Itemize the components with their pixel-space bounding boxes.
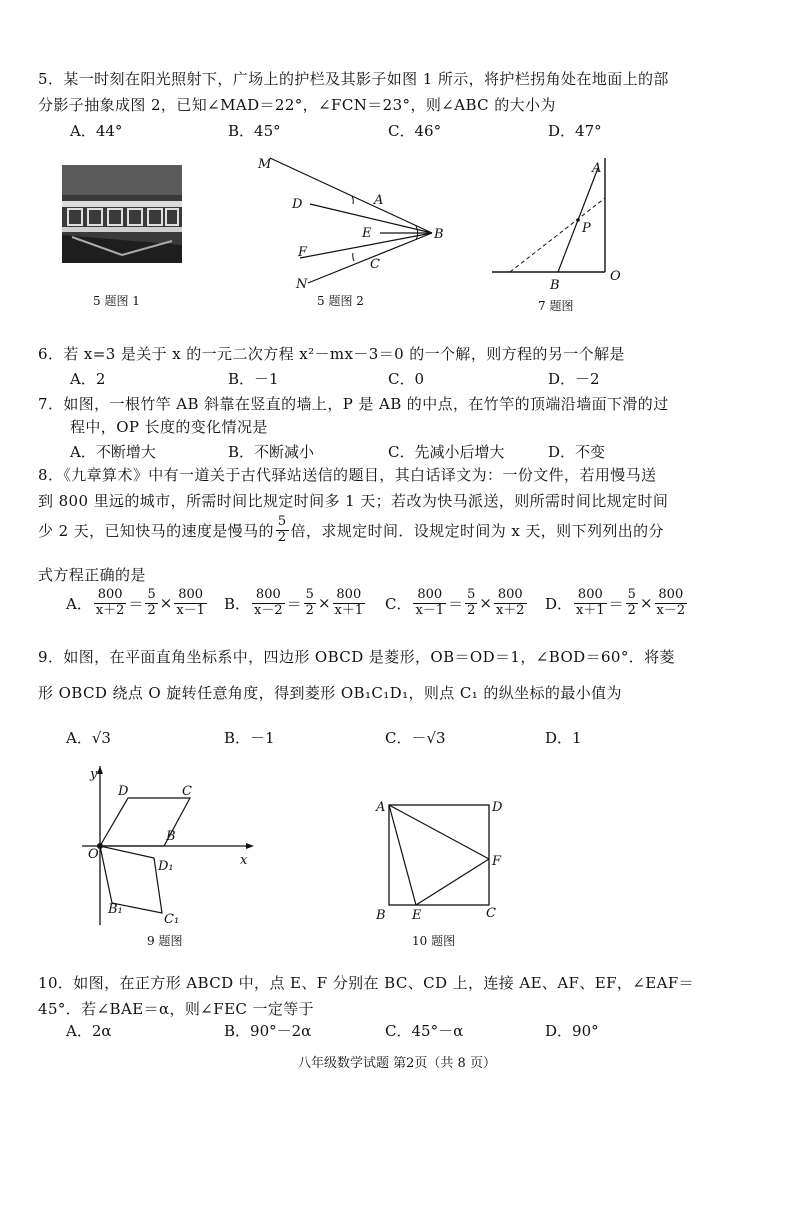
fig9-label-x: x [240,853,248,868]
q8-c-eq: ＝ [448,594,464,613]
q7-stem-line2: 程中，OP 长度的变化情况是 [70,418,268,436]
q8-c-times: × [479,594,492,613]
q8-b-coef [304,588,316,619]
q8-b-left-frac [252,588,285,619]
fig9-label-c1: C₁ [164,912,180,927]
q6-option-b: B．－1 [228,370,279,388]
q6-option-d: D．－2 [548,370,600,388]
fig9-label-o: O [88,847,99,862]
q8-b-cd: 2 [305,602,314,618]
q8-c-cd: 2 [467,602,476,618]
q9-stem-line1: 9．如图，在平面直角坐标系中，四边形 OBCD 是菱形，OB＝OD＝1，∠BOD＝60°．将菱 [38,648,675,666]
q7-fig-caption: 7 题图 [538,299,574,313]
fig9-label-y: y [90,767,98,782]
q7-option-b: B．不断减小 [228,443,315,461]
q8-d-eq: ＝ [608,594,624,613]
q6-stem: 6．若 x=3 是关于 x 的一元二次方程 x²－mx－3＝0 的一个解，则方程的另一个解是 [38,345,625,363]
fig10-label-d: D [492,800,503,815]
fig10-label-f: F [492,854,502,869]
q8-d-right-frac [655,588,688,619]
q7-diagram [488,150,628,295]
fig9-label-d: D [118,784,129,799]
q7-option-d: D．不变 [548,443,606,461]
q5-option-a: A．44° [70,122,123,140]
q7-option-c: C．先减小后增大 [388,443,505,461]
fig10-label-b: B [376,908,386,923]
q9-diagram [78,760,268,930]
q8-option-d [545,588,689,619]
q9-option-b: B．－1 [224,729,275,747]
q8-d-times: × [639,594,653,613]
fig10-label-a: A [376,800,386,815]
q8-b-cn: 5 [305,587,314,602]
q8-b-eq: ＝ [286,594,302,613]
q10-fig-caption: 10 题图 [412,934,456,948]
q10-diagram [370,793,510,923]
q5-stem-line2: 分影子抽象成图 2，已知∠MAD＝22°，∠FCN＝23°，则∠ABC 的大小为 [38,96,556,114]
q8-ratio-fraction [276,515,289,546]
q8-d-ln: 800 [574,588,607,604]
q8-b-rd: x＋1 [334,602,364,618]
q8-c-coef [465,588,477,619]
q5-stem-line1: 5．某一时刻在阳光照射下，广场上的护栏及其影子如图 1 所示，将护栏拐角处在地面上的部 [38,70,669,88]
q8-option-c [385,588,529,619]
fig2-label-n: N [296,277,308,292]
q8-a-times: × [159,594,173,613]
q10-option-a: A．2α [66,1022,112,1040]
q8-c-ld: x－1 [415,602,445,618]
q8-b-ln: 800 [252,588,285,604]
q8-a-eq: ＝ [128,594,144,613]
q8-a-right-frac [174,588,207,619]
fig7-label-p: P [582,221,591,236]
q8-b-label: B． [224,594,251,613]
q8-ratio-num: 5 [277,514,287,529]
q8-d-cd: 2 [627,602,636,618]
q8-d-rd: x－2 [656,602,686,618]
q8-stem-line3 [38,515,664,546]
q5-option-c: C．46° [388,122,442,140]
q8-d-ld: x＋1 [576,602,605,618]
fig2-label-c: C [370,257,380,272]
q9-fig-caption: 9 题图 [147,934,183,948]
q8-ratio-den: 2 [277,529,287,545]
q5-fig1-caption: 5 题图 1 [93,294,140,308]
fig2-label-d: D [292,197,303,212]
fig9-label-c: C [182,784,192,799]
q8-c-right-frac [494,588,527,619]
q8-c-rn: 800 [494,588,527,604]
q8-a-label: A． [66,594,92,613]
q8-d-left-frac [574,588,607,619]
railing-photo-drawing [62,165,182,263]
q8-a-rn: 800 [174,588,207,604]
q5-option-d: D．47° [548,122,602,140]
q9-option-a: A．√3 [66,729,111,747]
q8-c-left-frac [413,588,446,619]
q8-c-cn: 5 [467,587,476,602]
fig9-label-b1: B₁ [108,902,123,917]
q8-line3-post: 倍，求规定时间．设规定时间为 x 天，则下列列出的分 [290,521,664,540]
q8-a-ln: 800 [94,588,127,604]
q8-a-left-frac [94,588,127,619]
fig7-label-o: O [610,269,621,284]
q9-option-d: D．1 [545,729,582,747]
q5-option-b: B．45° [228,122,281,140]
q10-option-b: B．90°－2α [224,1022,312,1040]
page-footer: 八年级数学试题 第2页（共 8 页） [298,1056,496,1071]
fig7-label-a: A [592,161,602,176]
q8-a-cn: 5 [147,587,156,602]
fig10-label-e: E [412,908,422,923]
q9-stem-line2: 形 OBCD 绕点 O 旋转任意角度，得到菱形 OB₁C₁D₁，则点 C₁ 的纵坐标的最小值为 [38,684,622,702]
q8-d-rn: 800 [655,588,688,604]
q8-a-rd: x－1 [176,602,205,618]
q7-stem-line1: 7．如图，一根竹竿 AB 斜靠在竖直的墙上，P 是 AB 的中点，在竹竿的顶端沿墙面下滑的过 [38,395,669,413]
railing-photo [62,165,182,263]
q6-option-c: C．0 [388,370,425,388]
q7-option-a: A．不断增大 [70,443,156,461]
fig2-label-m: M [258,157,272,172]
q8-b-right-frac [333,588,366,619]
q5-fig2-caption: 5 题图 2 [317,294,364,308]
q6-option-a: A．2 [70,370,106,388]
q8-stem-line2: 到 800 里远的城市，所需时间比规定时间多 1 天；若改为快马派送，则所需时间比规定时间 [38,492,669,510]
q8-d-label: D． [545,594,573,613]
q8-option-a [66,588,209,619]
fig2-label-b: B [434,227,444,242]
q8-b-rn: 800 [333,588,366,604]
q8-d-cn: 5 [627,587,636,602]
fig9-label-d1: D₁ [158,859,174,874]
q8-line3-pre: 少 2 天，已知快马的速度是慢马的 [38,521,274,540]
fig10-label-c: C [486,906,496,921]
fig7-label-b: B [550,278,560,293]
q8-a-cd: 2 [147,602,156,618]
q8-a-ld: x＋2 [95,602,125,618]
q8-a-coef [145,588,157,619]
fig9-label-b: B [166,829,176,844]
q8-b-ld: x－2 [254,602,283,618]
q5-fig2-diagram [250,148,460,293]
fig2-label-e: E [362,226,372,241]
q8-d-coef [626,588,638,619]
fig2-label-f: F [298,245,308,260]
q8-c-label: C． [385,594,412,613]
fig2-label-a: A [374,193,384,208]
q8-c-ln: 800 [413,588,446,604]
q8-c-rd: x＋2 [495,602,525,618]
q9-option-c: C．－√3 [385,729,446,747]
q10-stem-line1: 10．如图，在正方形 ABCD 中，点 E、F 分别在 BC、CD 上，连接 AE、AF、EF，∠EAF＝ [38,974,695,992]
q10-option-d: D．90° [545,1022,599,1040]
q8-option-b [224,588,367,619]
q8-stem-line1: 8．《九章算术》中有一道关于古代驿站送信的题目，其白话译文为：一份文件，若用慢马送 [38,466,657,484]
q10-option-c: C．45°－α [385,1022,464,1040]
q8-stem-line4: 式方程正确的是 [38,566,146,584]
q10-stem-line2: 45°．若∠BAE＝α，则∠FEC 一定等于 [38,1000,315,1018]
q8-b-times: × [317,594,331,613]
